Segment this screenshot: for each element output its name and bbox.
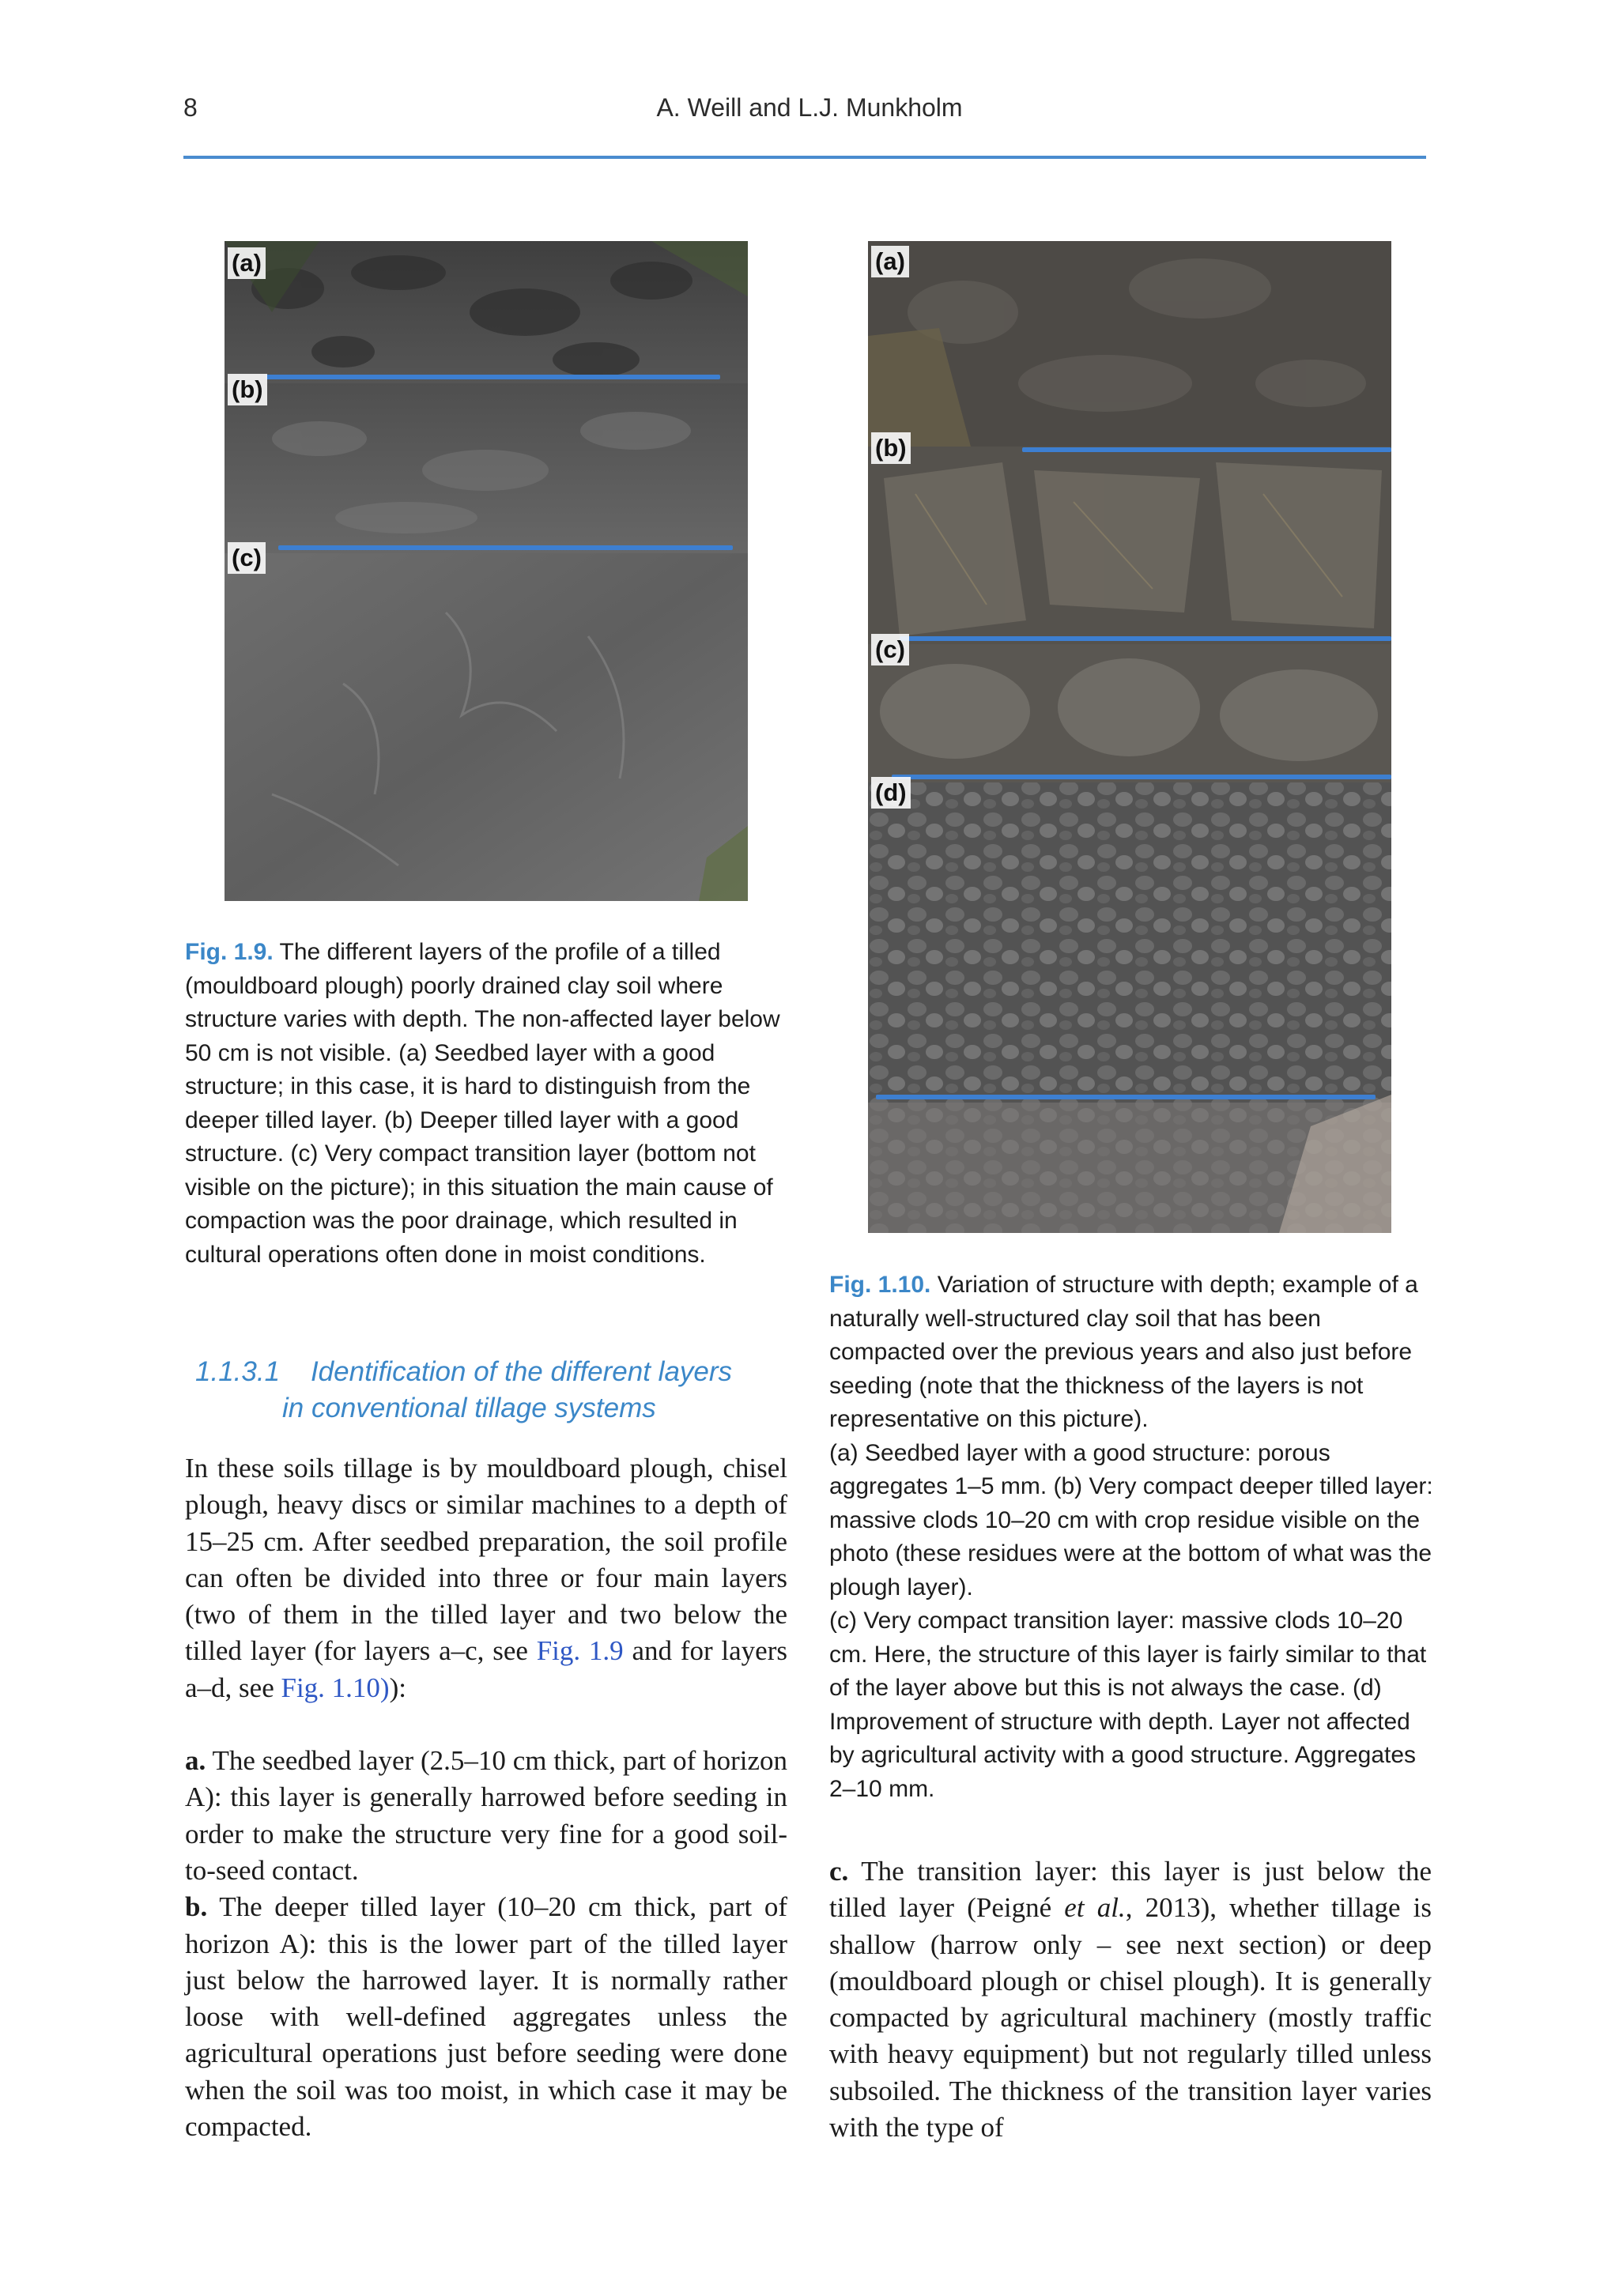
layer-boundary-line [278,545,733,550]
citation-et-al: et al. [1064,1892,1126,1924]
layer-label-c: (c) [228,542,266,574]
layer-label-b: (b) [871,432,911,464]
layer-label-d: (d) [871,777,911,809]
layer-boundary-line [266,375,720,379]
page-number: 8 [183,93,198,122]
figure-label: Fig. 1.10. [829,1272,931,1298]
figure-label: Fig. 1.9. [185,939,274,965]
intro-paragraph: In these soils tillage is by mouldboard plough, chisel plough, heavy discs or similar machines to a depth of 15–25 cm. After seedbed preparation, the soil profile can often be divided into three or four main layers (two of them in the tilled layer and two below the tilled layer (for layers a–c, see Fig. 1.9 and for layers a–d, see Fig. 1.10)): [185,1453,787,1703]
running-head [0,93,1619,131]
left-column-body [185,1450,787,2145]
right-column-body [829,1853,1432,2146]
list-marker: c. [829,1856,849,1887]
figure-1-9-caption [185,936,792,1272]
section-title: Identification of the different layers [310,1356,733,1387]
layer-label-b: (b) [228,374,267,405]
section-number: 1.1.3.1 [195,1356,281,1387]
running-authors: A. Weill and L.J. Munkholm [656,93,963,122]
figure-1-10-link[interactable]: Fig. 1.10) [281,1672,390,1703]
figure-1-9-photo [225,241,748,901]
list-item-a: a. The seedbed layer (2.5–10 cm thick, part of horizon A): this layer is generally harrowed before seeding in order to make the structure very fine for a good soil-to-seed contact. [185,1745,788,1886]
layer-label-a: (a) [228,247,266,279]
caption-text: (a) Seedbed layer with a good structure: porous aggregates 1–5 mm. (b) Very compact deeper tilled layer: massive clods 10–20 cm with crop residue visible on the photo (these residues were at the bottom of what was the plough layer). [829,1439,1433,1600]
figure-1-10-photo [868,241,1391,1233]
layer-label-c: (c) [871,634,909,665]
layer-boundary-line [892,775,1391,779]
header-rule [183,156,1426,159]
list-marker: b. [185,1891,208,1923]
list-item-c: c. The transition layer: this layer is just below the tilled layer (Peigné et al., 2013), whether tillage is shallow (harrow only – see next section) or deep (mouldboard plough or chisel plough). It is generally compacted by agricultural machinery (mostly traffic with heavy equipment) but not regularly tilled unless subsoiled. The thickness of the transition layer varies with the type of [829,1856,1432,2143]
section-heading [195,1354,796,1427]
caption-text: The different layers of the profile of a tilled (mouldboard plough) poorly drained clay soil where structure varies with depth. The non-affected layer below 50 cm is not visible. (a) Seedbed layer with a good structure; in this case, it is hard to distinguish from the deeper tilled layer. (b) Deeper tilled layer with a good structure. (c) Very compact transition layer (bottom not visible on the picture); in this situation the main cause of compaction was the poor drainage, which resulted in cultural operations often done in moist conditions. [185,939,780,1268]
caption-text: Variation of structure with depth; example of a naturally well-structured clay soil that has been compacted over the previous years and also just before seeding (note that the thickness of the layers is not representative on this picture). [829,1272,1418,1432]
soil-profile-photo-tilled [225,241,748,901]
layer-boundary-line [900,636,1391,641]
layer-boundary-line [876,1095,1376,1099]
figure-1-9-link[interactable]: Fig. 1.9 [536,1635,624,1667]
section-title: in conventional tillage systems [282,1393,656,1423]
layer-label-a: (a) [871,246,909,277]
figure-1-10-caption [829,1269,1438,1806]
layer-boundary-line [1022,447,1391,452]
list-marker: a. [185,1745,206,1777]
soil-profile-photo-structured [868,241,1391,1233]
caption-text: (c) Very compact transition layer: massive clods 10–20 cm. Here, the structure of this layer is fairly similar to that of the layer above but this is not always the case. (d) Improvement of structure with depth. Layer not affected by agricultural activity with a good structure. Aggregates 2–10 mm. [829,1608,1427,1802]
list-item-b: b. The deeper tilled layer (10–20 cm thick, part of horizon A): this is the lower part of the tilled layer just below the harrowed layer. It is normally rather loose with well-defined aggregates unless the agricultural operations just before seeding were done when the soil was too moist, in which case it may be compacted. [185,1891,787,2143]
